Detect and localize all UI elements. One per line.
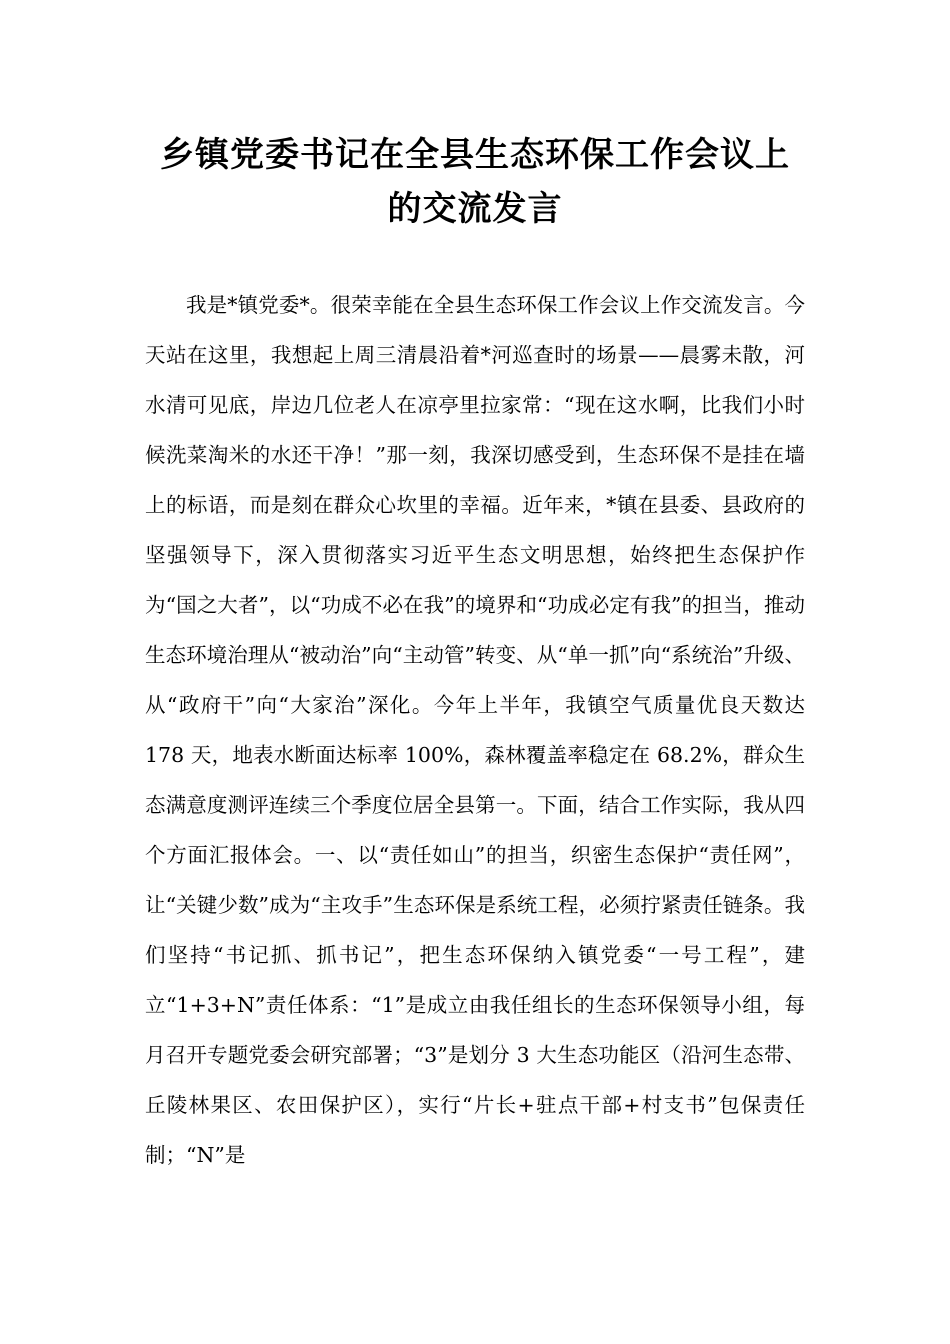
document-title <box>120 128 830 236</box>
title-line-1: 乡镇党委书记在全县生态环保工作会议上 <box>160 135 790 175</box>
body-paragraph: 我是*镇党委*。很荣幸能在全县生态环保工作会议上作交流发言。今天站在这里，我想起上周三清晨沿着*河巡查时的场景——晨雾未散，河水清可见底，岸边几位老人在凉亭里拉家常：“现在这水啊，比我们小时候洗菜淘米的水还干净！”那一刻，我深切感受到，生态环保不是挂在墙上的标语，而是刻在群众心坎里的幸福。近年来，*镇在县委、县政府的坚强领导下，深入贯彻落实习近平生态文明思想，始终把生态保护作为“国之大者”，以“功成不必在我”的境界和“功成必定有我”的担当，推动生态环境治理从“被动治”向“主动管”转变、从“单一抓”向“系统治”升级、从“政府干”向“大家治”深化。今年上半年，我镇空气质量优良天数达 178 天，地表水断面达标率 100%，森林覆盖率稳定在 68.2%，群众生态满意度测评连续三个季度位居全县第一。下面，结合工作实际，我从四个方面汇报体会。一、以“责任如山”的担当，织密生态保护“责任网”，让“关键少数”成为“主攻手”生态环保是系统工程，必须拧紧责任链条。我们坚持“书记抓、抓书记”，把生态环保纳入镇党委“一号工程”，建立“1+3+N”责任体系：“1”是成立由我任组长的生态环保领导小组，每月召开专题党委会研究部署；“3”是划分 3 大生态功能区（沿河生态带、丘陵林果区、农田保护区），实行“片长+驻点干部+村支书”包保责任制；“N”是 <box>145 293 805 1167</box>
title-line-2: 的交流发言 <box>387 189 563 229</box>
